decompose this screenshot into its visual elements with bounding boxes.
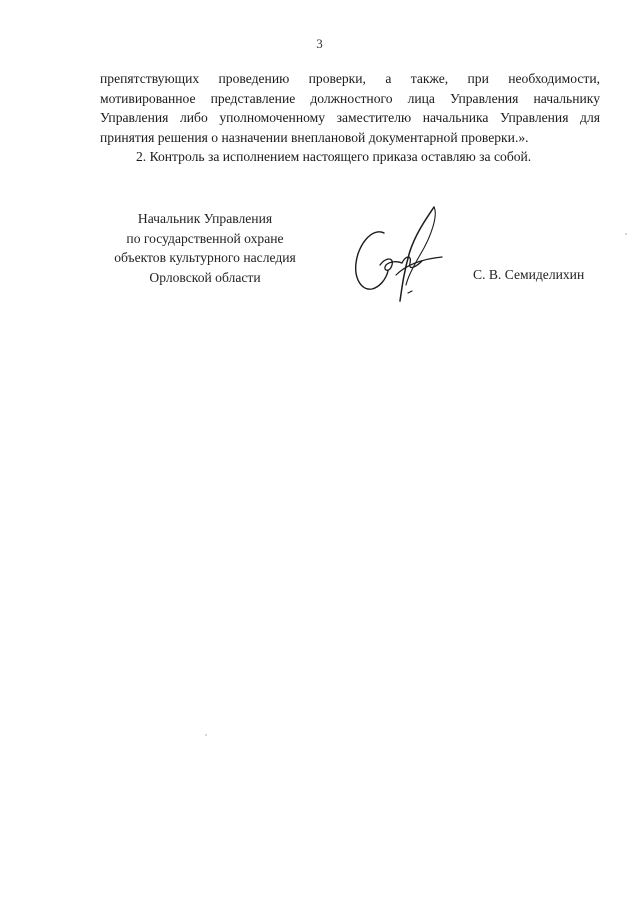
handwritten-signature — [350, 205, 450, 305]
signatory-title-line: по государственной охране — [126, 230, 284, 246]
page-number: 3 — [316, 36, 323, 51]
document-body — [100, 69, 600, 167]
scan-speck — [625, 233, 627, 235]
scan-speck — [205, 734, 207, 736]
signatory-name: С. В. Семиделихин — [473, 267, 585, 282]
signatory-title-line: объектов культурного наследия — [114, 250, 296, 265]
signatory-title-line: Орловской области — [149, 269, 261, 285]
paragraph-continuation: препятствующих проведению проверки, а также, при необходимости, мотивированное представление должностного лица Управления начальнику Управления либо уполномоченному заместителю начальника Управления для принятия решения о назначении внеплановой документарной проверки.». — [100, 71, 600, 145]
signatory-title — [100, 209, 310, 287]
paragraph-control-clause: 2. Контроль за исполнением настоящего приказа оставляю за собой. — [136, 149, 532, 164]
signatory-title-line: Начальник Управления — [137, 211, 273, 226]
